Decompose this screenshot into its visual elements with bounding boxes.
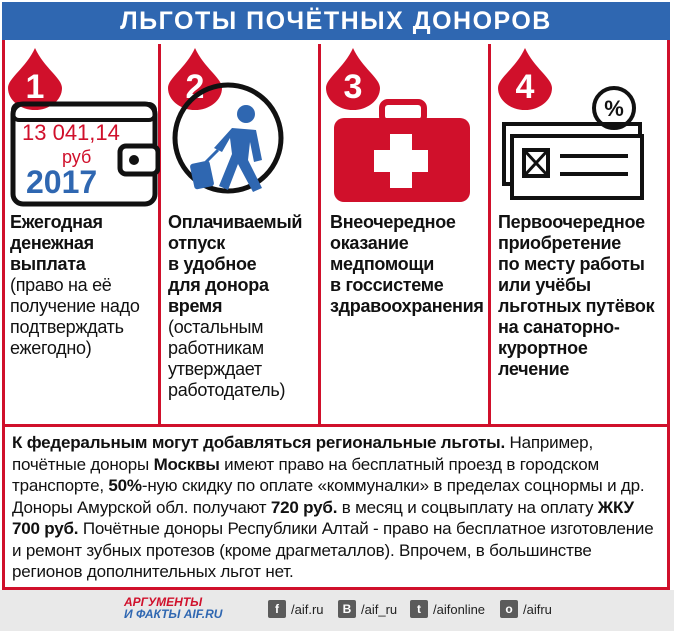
aif-logo[interactable]: АРГУМЕНТЫ И ФАКТЫ AIF.RU (124, 595, 223, 621)
wallet-year: 2017 (26, 164, 98, 200)
odnoklassniki-icon: o (500, 600, 518, 618)
note-line: утверждает (168, 359, 262, 379)
benefit-line: Ежегодная (10, 212, 103, 232)
benefit-line: или учёбы (498, 275, 591, 295)
benefit-line: оказание (330, 233, 409, 253)
section-divider (2, 424, 670, 427)
benefit-line: приобретение (498, 233, 621, 253)
benefit-line: курортное (498, 338, 588, 358)
note-line: (остальным (168, 317, 264, 337)
benefit-line: в госсистеме (330, 275, 444, 295)
benefit-line: медпомощи (330, 254, 435, 274)
benefit-line: на санаторно- (498, 317, 620, 337)
benefit-line: лечение (498, 359, 570, 379)
facebook-link[interactable]: f /aif.ru (268, 600, 324, 618)
benefit-line: отпуск (168, 233, 226, 253)
vk-link[interactable]: B /aif_ru (338, 600, 397, 618)
odnoklassniki-link[interactable]: o /aifru (500, 600, 552, 618)
twitter-link[interactable]: t /aifonline (410, 600, 485, 618)
benefit-line: Оплачиваемый (168, 212, 303, 232)
number-drop-3: 3 (326, 48, 380, 110)
twitter-icon: t (410, 600, 428, 618)
svg-text:%: % (604, 96, 624, 121)
column-3-text (330, 212, 484, 317)
note-line: (право на её (10, 275, 112, 295)
column-1-text (10, 212, 140, 359)
column-2-text (168, 212, 302, 401)
wallet-amount: 13 041,14 (22, 120, 120, 145)
vk-icon: B (338, 600, 356, 618)
benefit-line: льготных путёвок (498, 296, 655, 316)
medkit-icon (330, 96, 480, 208)
note-line: работникам (168, 338, 264, 358)
number-drop-2: 2 (168, 48, 222, 110)
column-divider (318, 44, 321, 424)
benefit-line: выплата (10, 254, 86, 274)
benefit-line: Внеочередное (330, 212, 456, 232)
benefit-line: по месту работы (498, 254, 645, 274)
voucher-icon (502, 84, 662, 208)
benefit-line: для донора (168, 275, 269, 295)
wallet-currency: руб (62, 147, 92, 167)
facebook-icon: f (268, 600, 286, 618)
column-4-text (498, 212, 654, 380)
page-title: ЛЬГОТЫ ПОЧЁТНЫХ ДОНОРОВ (2, 2, 670, 40)
number-drop-1: 1 (8, 48, 62, 110)
column-divider (488, 44, 491, 424)
benefit-line: Первоочередное (498, 212, 645, 232)
benefit-line: денежная (10, 233, 94, 253)
note-line: ежегодно) (10, 338, 92, 358)
benefit-line: здравоохранения (330, 296, 484, 316)
benefit-line: в удобное (168, 254, 257, 274)
benefit-line: время (168, 296, 223, 316)
number-drop-4: 4 (498, 48, 552, 110)
footer (0, 590, 674, 631)
note-line: работодатель) (168, 380, 286, 400)
note-line: подтверждать (10, 317, 124, 337)
note-line: получение надо (10, 296, 140, 316)
regional-benefits-text: К федеральным могут добавляться региональные льготы. Например, почётные доноры Москвы имеют право на бесплатный проезд в городском транспорте, 50%-ную скидку по оплате «коммуналки» в пределах соцнормы и др. Доноры Амурской обл. получают 720 руб. в месяц и соцвыплату на оплату ЖКУ 700 руб. Почётные доноры Республики Алтай - право на бесплатное изготовление и ремонт зубных протезов (кроме драгметаллов). Впрочем, в большинстве регионов дополнительных льгот нет. (12, 433, 654, 581)
traveler-icon (170, 80, 310, 208)
